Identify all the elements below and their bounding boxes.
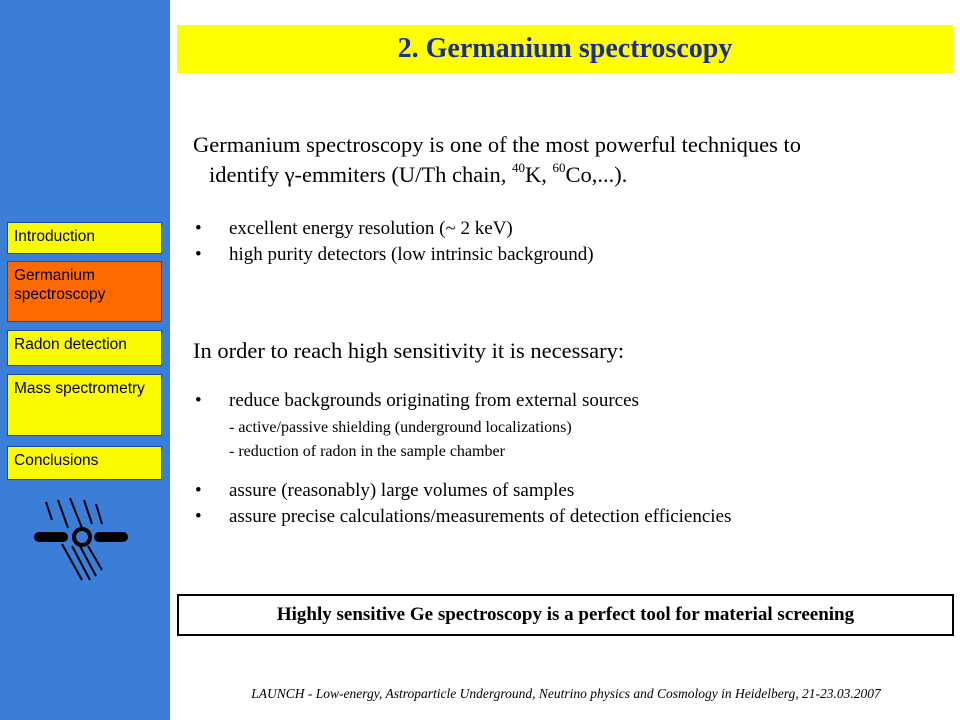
requirement-list: [193, 388, 639, 414]
feature-list: [193, 216, 594, 268]
list-item: • assure (reasonably) large volumes of samples: [193, 478, 731, 504]
intro-line-2-prefix: identify γ-emmiters (U/Th chain,: [209, 162, 512, 187]
list-item: • high purity detectors (low intrinsic background): [193, 242, 594, 268]
section-heading: In order to reach high sensitivity it is necessary:: [193, 338, 625, 363]
k-mass-number: 40: [511, 159, 525, 175]
list-item: • assure precise calculations/measurements of detection efficiencies: [193, 504, 731, 530]
sub-item: - reduction of radon in the sample chamber: [229, 443, 505, 460]
nav-item-conclusions[interactable]: Conclusions: [7, 446, 162, 480]
nav-item-mass-spectrometry[interactable]: Mass spectrometry: [7, 374, 162, 436]
launch-logo-icon: [32, 496, 132, 582]
nav-item-introduction[interactable]: Introduction: [7, 222, 162, 254]
list-item: • excellent energy resolution (~ 2 keV): [193, 216, 594, 242]
co-mass-number: 60: [552, 159, 566, 175]
co-label: Co,...).: [565, 162, 628, 187]
sidebar: [0, 0, 170, 720]
nav-item-germanium-spectroscopy[interactable]: Germanium spectroscopy: [7, 261, 162, 322]
requirement-list-more: [193, 478, 731, 530]
list-item: • reduce backgrounds originating from external sources: [193, 388, 639, 414]
sub-item: - active/passive shielding (underground localizations): [229, 419, 572, 436]
slide-title: 2. Germanium spectroscopy: [177, 25, 953, 73]
intro-line-1: Germanium spectroscopy is one of the most powerful techniques to: [193, 132, 801, 157]
nav-item-radon-detection[interactable]: Radon detection: [7, 330, 162, 366]
intro-paragraph: [193, 130, 933, 190]
k-label: K,: [524, 162, 553, 187]
footer: LAUNCH - Low-energy, Astroparticle Underground, Neutrino physics and Cosmology in Heidelberg, 21-23.03.2007: [251, 686, 881, 701]
conclusion-box: Highly sensitive Ge spectroscopy is a perfect tool for material screening: [177, 594, 954, 636]
intro-line-2: [193, 160, 933, 190]
